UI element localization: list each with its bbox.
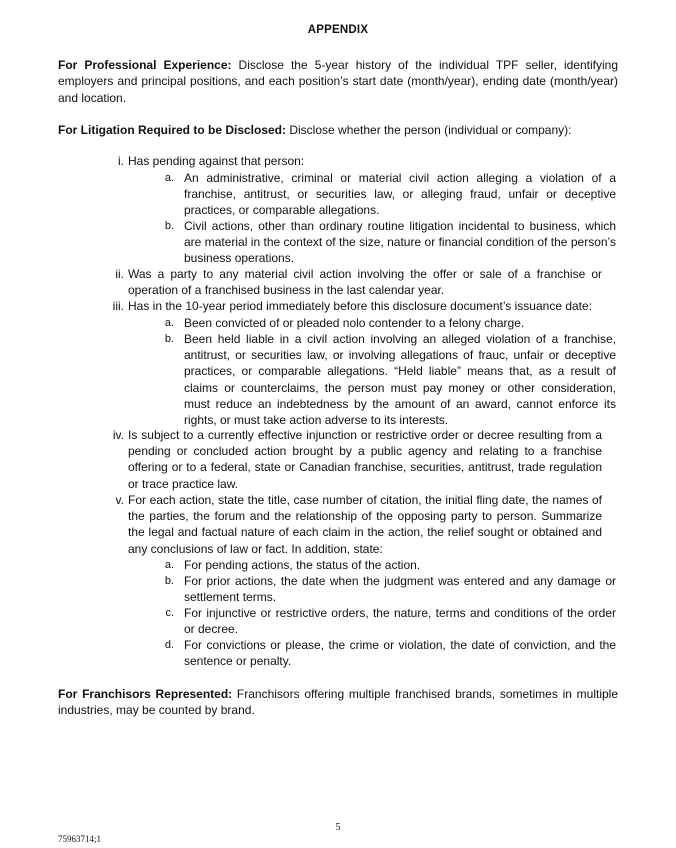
list-number: iv. [112,428,124,442]
litigation-text: Disclose whether the person (individual or company): [286,123,572,137]
list-text: Is subject to a currently effective injunction or restrictive order or decree resulting from a pending or concluded action brought by a public agency and relating to a franchise offering or to a federal, state or Canadian franchise, securities, antitrust, trade regulation or trace practice law. [128,428,602,491]
professional-experience-text: Disclose the 5-year history of the individual TPF seller, identifying employers and principal positions, and each position’s start date (month/year), ending date (month/year) and location. [58,58,618,105]
list-letter: c. [165,607,174,619]
franchisors-paragraph [58,686,618,719]
list-number: ii. [115,267,124,281]
page-title: APPENDIX [307,24,369,36]
list-text: For prior actions, the date when the judgment was entered and any damage or settlement terms. [184,574,616,605]
list-number: i. [118,154,124,168]
list-text: Has in the 10-year period immediately before this disclosure document’s issuance date: [128,299,593,313]
list-letter: a. [164,317,174,329]
list-text: Civil actions, other than ordinary routine litigation incidental to business, which are material in the context of the size, nature or financial condition of the person’s business operations. [184,219,616,266]
list-text: Was a party to any material civil action involving the offer or sale of a franchise or operation of a franchised business in the last calendar year. [128,267,602,298]
franchisors-text: Franchisors offering multiple franchised brands, sometimes in multiple industries, may be counted by brand. [58,687,619,718]
franchisors-heading: For Franchisors Represented: [58,687,233,701]
litigation-heading: For Litigation Required to be Disclosed: [58,123,287,137]
list-text: Has pending against that person: [128,154,305,168]
document-id: 75963714;1 [58,834,102,844]
list-letter: a. [164,559,174,571]
professional-experience-paragraph [58,57,618,106]
litigation-paragraph [58,122,618,138]
list-text: For convictions or please, the crime or violation, the date of conviction, and the sentence or penalty. [184,638,616,669]
list-letter: b. [164,575,174,587]
list-number: v. [115,493,124,507]
list-text: An administrative, criminal or material civil action alleging a violation of a franchise, antitrust, or securities law, or alleging fraud, unfair or deceptive practices, or comparable allegations. [184,171,616,218]
list-number: iii. [112,299,124,313]
list-text: For injunctive or restrictive orders, the nature, terms and conditions of the order or decree. [184,606,616,637]
list-letter: b. [164,333,174,345]
list-letter: b. [164,220,174,232]
page-number: 5 [335,822,341,833]
list-text: For each action, state the title, case number of citation, the initial fling date, the names of the parties, the forum and the relationship of the opposing party to person. Summarize the legal and factual nature of each claim in the action, the relief sought or obtained and any conclusions of law or fact. In addition, state: [128,493,602,556]
list-text: For pending actions, the status of the action. [184,558,421,572]
list-letter: d. [164,639,174,651]
list-text: Been convicted of or pleaded nolo contender to a felony charge. [184,316,525,330]
list-text: Been held liable in a civil action involving an alleged violation of a franchise, antitrust, or securities law, or involving allegations of frauc, unfair or deceptive practices, or comparable allegations. “Held liable” means that, as a result of claims or counterclaims, the person must pay money or other consideration, must reduce an indebtedness by the amount of an award, cannot enforce its rights, or must take action adverse to its interests. [184,332,616,428]
list-letter: a. [164,172,174,184]
professional-experience-heading: For Professional Experience: [58,58,232,72]
